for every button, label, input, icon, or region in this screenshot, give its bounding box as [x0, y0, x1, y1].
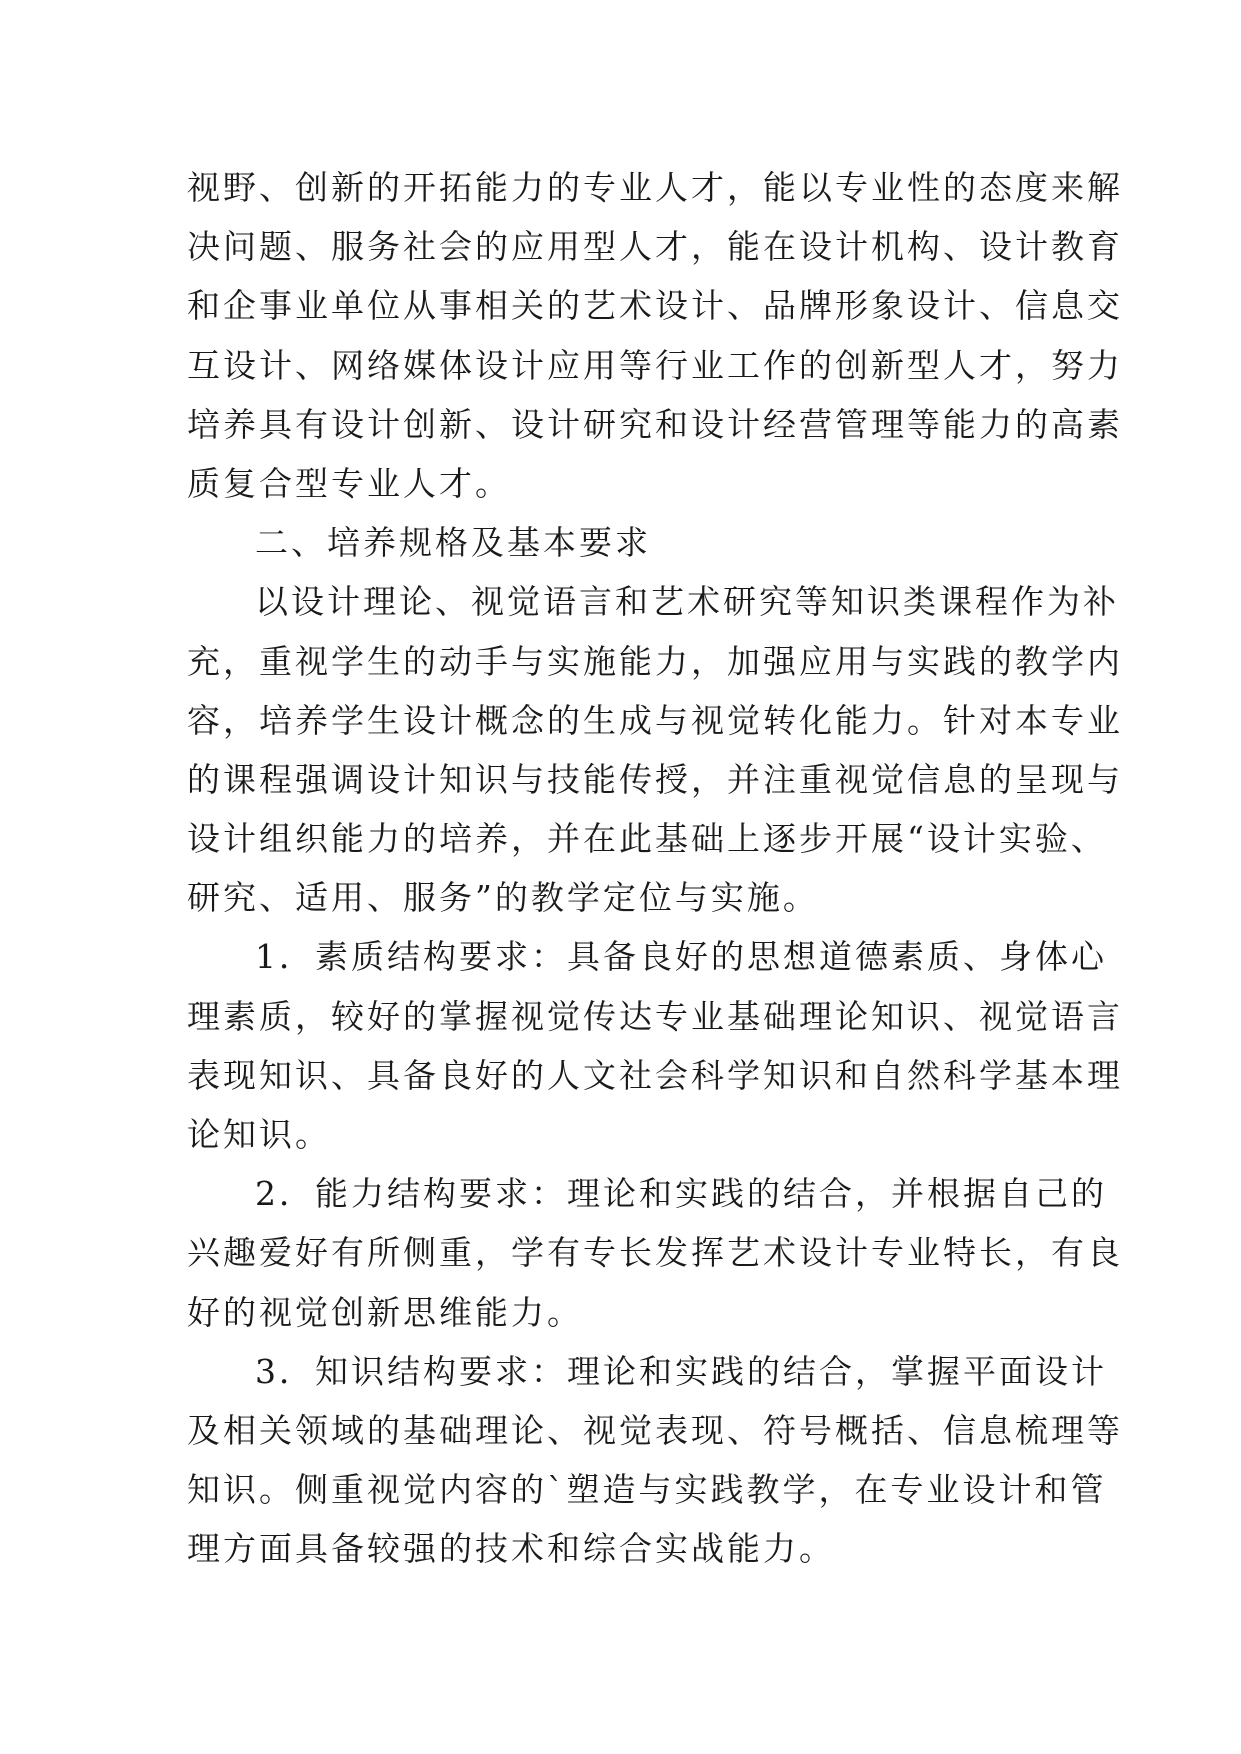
text-line: 知识。侧重视觉内容的`塑造与实践教学，在专业设计和管 — [187, 1470, 1107, 1510]
list-item-knowledge: 3．知识结构要求：理论和实践的结合，掌握平面设计 — [255, 1351, 1107, 1391]
text-line: 充，重视学生的动手与实施能力，加强应用与实践的教学内 — [187, 641, 1123, 681]
list-item-ability: 2．能力结构要求：理论和实践的结合，并根据自己的 — [255, 1174, 1107, 1214]
section-heading: 二、培养规格及基本要求 — [255, 523, 651, 563]
text-line: 视野、创新的开拓能力的专业人才，能以专业性的态度来解 — [187, 168, 1123, 207]
text-line: 决问题、服务社会的应用型人才，能在设计机构、设计教育 — [187, 227, 1123, 267]
text-line: 互设计、网络媒体设计应用等行业工作的创新型人才，努力 — [187, 345, 1123, 385]
text-line: 兴趣爱好有所侧重，学有专长发挥艺术设计专业特长，有良 — [187, 1233, 1123, 1273]
text-line: 的课程强调设计知识与技能传授，并注重视觉信息的呈现与 — [187, 759, 1123, 799]
text-line: 理素质，较好的掌握视觉传达专业基础理论知识、视觉语言 — [187, 996, 1123, 1036]
text-line: 表现知识、具备良好的人文社会科学知识和自然科学基本理 — [187, 1055, 1123, 1095]
text-line: 研究、适用、服务”的教学定位与实施。 — [187, 878, 819, 918]
text-line: 理方面具备较强的技术和综合实战能力。 — [187, 1529, 835, 1569]
body-text — [187, 158, 1123, 1579]
text-line: 质复合型专业人才。 — [187, 463, 511, 503]
text-line: 培养具有设计创新、设计研究和设计经营管理等能力的高素 — [187, 404, 1123, 444]
text-line: 以设计理论、视觉语言和艺术研究等知识类课程作为补 — [255, 582, 1119, 622]
list-item-quality: 1．素质结构要求：具备良好的思想道德素质、身体心 — [255, 937, 1107, 977]
text-line: 设计组织能力的培养，并在此基础上逐步开展“设计实验、 — [187, 819, 1107, 859]
text-line: 及相关领域的基础理论、视觉表现、符号概括、信息梳理等 — [187, 1410, 1123, 1450]
text-line: 和企事业单位从事相关的艺术设计、品牌形象设计、信息交 — [187, 286, 1123, 326]
text-line: 论知识。 — [187, 1115, 331, 1154]
text-line: 好的视觉创新思维能力。 — [187, 1292, 583, 1332]
text-line: 容，培养学生设计概念的生成与视觉转化能力。针对本专业 — [187, 700, 1123, 740]
